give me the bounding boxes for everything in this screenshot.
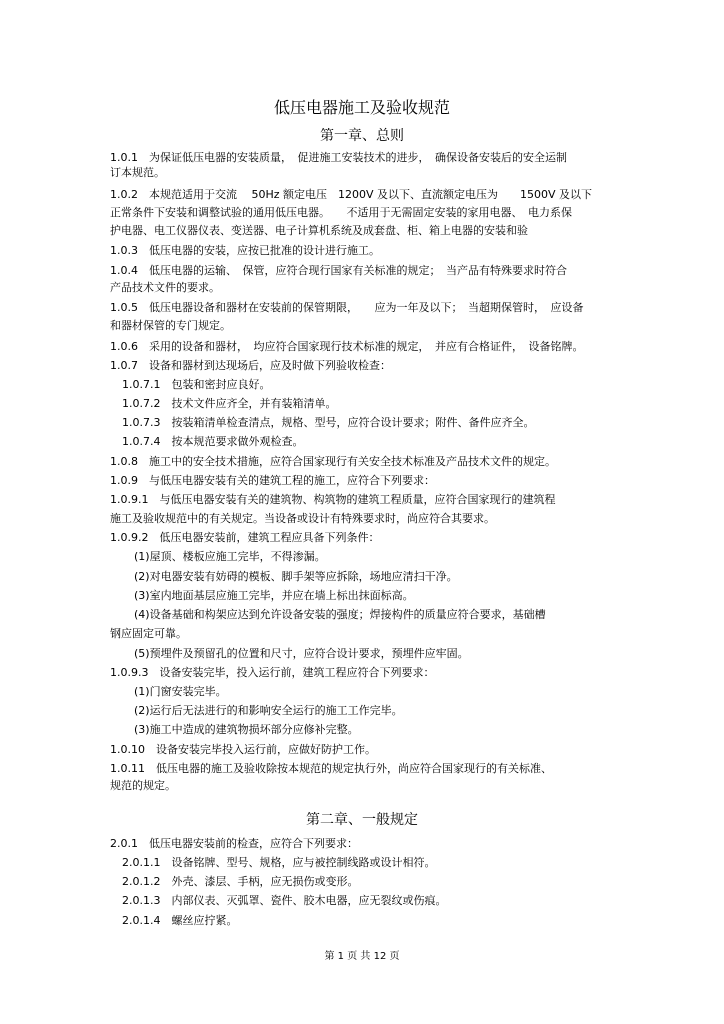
text-line: 1.0.8 施工中的安全技术措施，应符合国家现行有关安全技术标准及产品技术文件的规定。	[110, 455, 556, 468]
text-line: 1.0.7.1 包装和密封应良好。	[122, 378, 271, 391]
text-line: (3)室内地面基层应施工完毕，并应在墙上标出抹面标高。	[134, 589, 414, 602]
text-line: 1.0.4 低压电器的运输、 保管，应符合现行国家有关标准的规定； 当产品有特殊要求时符合	[110, 264, 567, 277]
text-line: (5)预埋件及预留孔的位置和尺寸，应符合设计要求，预埋件应牢固。	[134, 647, 469, 660]
chapter-1-heading: 第一章、总则	[320, 128, 404, 144]
text-line: 2.0.1.1 设备铭牌、型号、规格，应与被控制线路或设计相符。	[122, 856, 436, 869]
text-line: 护电器、电工仪器仪表、变送器、电子计算机系统及成套盘、柜、箱上电器的安装和验	[110, 224, 528, 237]
chapter-2-heading: 第二章、一般规定	[306, 812, 418, 828]
text-line: 1.0.2 本规范适用于交流 50Hz 额定电压 1200V 及以下、直流额定电压为 1500V 及以下	[110, 188, 593, 201]
text-line: 订本规范。	[110, 166, 165, 179]
text-line: 1.0.9.2 低压电器安装前，建筑工程应具备下列条件：	[110, 531, 380, 544]
text-line: 2.0.1.3 内部仪表、灭弧罩、瓷件、胶木电器，应无裂纹或伤痕。	[122, 894, 447, 907]
text-line: 2.0.1.2 外壳、漆层、手柄，应无损伤或变形。	[122, 875, 359, 888]
text-line: 1.0.11 低压电器的施工及验收除按本规范的规定执行外，尚应符合国家现行的有关标准、	[110, 762, 552, 775]
text-line: 钢应固定可靠。	[110, 627, 187, 640]
text-line: 1.0.7.4 按本规范要求做外观检查。	[122, 435, 304, 448]
text-line: (3)施工中造成的建筑物损坏部分应修补完整。	[134, 723, 359, 736]
text-line: 1.0.9 与低压电器安装有关的建筑工程的施工，应符合下列要求：	[110, 474, 435, 487]
text-line: (1)屋顶、楼板应施工完毕，不得渗漏。	[134, 550, 326, 563]
text-line: 规范的规定。	[110, 779, 176, 792]
text-line: 1.0.1 为保证低压电器的安装质量， 促进施工安装技术的进步， 确保设备安装后的安全运制	[110, 151, 567, 164]
text-line: 1.0.7.2 技术文件应齐全，并有装箱清单。	[122, 397, 337, 410]
text-line: 施工及验收规范中的有关规定。当设备或设计有特殊要求时，尚应符合其要求。	[110, 512, 495, 525]
text-line: 1.0.6 采用的设备和器材， 均应符合国家现行技术标准的规定， 并应有合格证件， 设备铭牌。	[110, 340, 584, 353]
text-line: (1)门窗安装完毕。	[134, 685, 227, 698]
text-line: 和器材保管的专门规定。	[110, 319, 231, 332]
page-footer: 第 1 页 共 12 页	[324, 951, 400, 962]
text-line: (2)对电器安装有妨碍的模板、脚手架等应拆除，场地应清扫干净。	[134, 570, 458, 583]
text-line: 1.0.3 低压电器的安装，应按已批准的设计进行施工。	[110, 244, 380, 257]
text-line: 1.0.5 低压电器设备和器材在安装前的保管期限， 应为一年及以下； 当超期保管时， 应设备	[110, 301, 584, 314]
text-line: (2)运行后无法进行的和影响安全运行的施工工作完毕。	[134, 704, 403, 717]
text-line: 1.0.7 设备和器材到达现场后，应及时做下列验收检查：	[110, 359, 391, 372]
text-line: 2.0.1.4 螺丝应拧紧。	[122, 914, 238, 927]
text-line: 1.0.10 设备安装完毕投入运行前，应做好防护工作。	[110, 743, 376, 756]
text-line: 1.0.7.3 按装箱清单检查清点，规格、型号，应符合设计要求；附件、备件应齐全。	[122, 416, 535, 429]
text-line: 2.0.1 低压电器安装前的检查，应符合下列要求：	[110, 837, 358, 850]
text-line: 正常条件下安装和调整试验的通用低压电器。 不适用于无需固定安装的家用电器、 电力系保	[110, 206, 572, 219]
text-line: (4)设备基础和构架应达到允许设备安装的强度；焊接构件的质量应符合要求，基础槽	[134, 608, 546, 621]
text-line: 1.0.9.3 设备安装完毕，投入运行前，建筑工程应符合下列要求：	[110, 666, 435, 679]
document-title: 低压电器施工及验收规范	[273, 98, 450, 117]
text-line: 1.0.9.1 与低压电器安装有关的建筑物、构筑物的建筑工程质量，应符合国家现行的建筑程	[110, 493, 556, 506]
text-line: 产品技术文件的要求。	[110, 281, 220, 294]
